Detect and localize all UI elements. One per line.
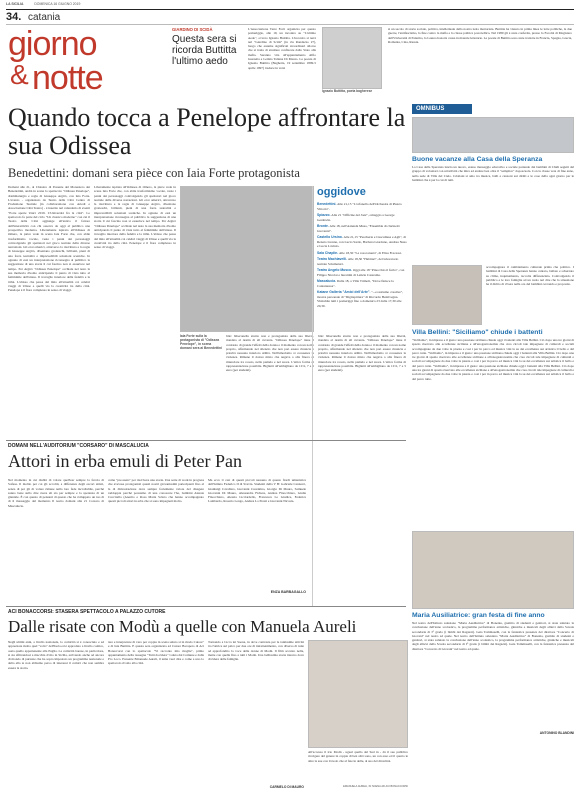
issue-date: DOMENICA 16 GIUGNO 2019	[34, 2, 81, 6]
logo-line1: giorno	[8, 25, 97, 63]
omnibus-story1-body: La Casa della Speranza lancia un nuovo, esteso messaggio educativo e sociale partendo dai bambini di Chidi seguiti dal gruppo di volontari con un'attività che mira ad andare ben oltre il "semplice" doposcuola. Con la classe vera di fine anno, nella sede di Villa del Cielo. Cristiani si amo tra musica, balli e canzoni sui diritti e le cose della ogni giorno per le bambini che è per la cui di tutti.	[412, 165, 574, 182]
section-header	[6, 9, 574, 23]
promo-kicker: GIARDINO DI SCIDÀ	[172, 27, 213, 32]
section-logo	[8, 27, 158, 95]
promo-box	[170, 27, 574, 103]
promo-body-1: L'Associazione Terre Forti organizza per questo pomeriggio, alle 19, un incontro su "L'ultimo Aedo", ovvero Ignazio Buttitta. L'incontro si terrà nel "Giardino di Scidà" (in via Randazzo 27), luogo che assume significati straordinari allorso che si tratta di strutture confiscate dallo Stato alla mafia. Saranno vita all'appuntamento Alfio Guzzetta e Letizia Taliana Di Mauro. La poesia di Ignazio Buttitta (Bagheria, 19 settembre 1899-5 aprile 1997) traduce in versi	[248, 27, 316, 70]
photo-placeholder-icon	[412, 117, 574, 153]
oggidove-header: oggidove	[317, 186, 366, 198]
logo-amp: &	[10, 59, 29, 90]
oggidove-item	[317, 251, 408, 256]
article1-subtitle: Benedettini: domani sera pièce con Iaia Forte protagonista	[8, 166, 300, 180]
omnibus-story2-title: Villa Bellini: "Siciliamo" chiude i battenti	[412, 329, 543, 336]
article3-col3: Tornando a Licca lei Saona, in dove contrasta per le tantissime attività tra l'attrice sul palco per due ore di intrattenimento, con diverso di tutte ad approfondito la voce delle donne di Modù. Il film accanto nella, mette con quella fino a tutti i Modù. Una bellissima storia intorno dove di ridere delle famiglie.	[208, 640, 304, 662]
oggidove-item-text: Alle 18, nell'Azienda Musa, "Ensemble di clarinetti Giovanni".	[317, 224, 400, 233]
oggidove-item-text: "...e restiamo creative", mostra personale di "Digitepittura" di Riccardo Bentivegna. Visitabile tutti i pomeriggi fino a domenica 23 dalle 17,30 alle 20,30.	[317, 290, 404, 308]
article3-col2: tare e interpretare di vero per coppia in scena saluto si in modo Cutore" e di Iaia Buttitta. E questa sera organizzata ad Cutore Bacapero di Aci Bonaccorsi con lo spettacolo "Vi racconto mio moglie", primo appuntamento della rassegna "Tutti da ridere" voluta dal Comune e dalla Pro Loco. Presente Emanuele Aureli, il tema vuol dire e come a uno lo spettacolo rivolto alla città.	[108, 640, 204, 666]
article1-title: Quando tocca a Penelope affrontare la sua Odissea	[8, 103, 406, 160]
oggidove-item	[317, 224, 408, 233]
article3-kicker: ACI BONACCORSI: STASERA SPETTACOLO A PALAZZO CUTORE	[8, 609, 166, 615]
article3-photo-caption: EMANUELA AURELI, IN SCENA AD ACI BONACCORSI	[343, 785, 408, 788]
oggidove-item-text: Alle 21,15 "L'orfanello dell'Orchestra di Piazza Vittorio".	[317, 202, 402, 211]
article2-byline: ENZA BARBAGALLO	[270, 590, 306, 594]
oggidove-item	[317, 257, 408, 266]
oggidove-item-name: Teatro Machiavelli.	[317, 257, 348, 261]
photo-placeholder-icon	[308, 640, 408, 748]
article3-byline: CARMELO DI MAURO	[269, 785, 304, 789]
article2-col1: Nel momento in cui diabbi di volare quell'eer sempre la favola di Sofusa. Il moltio per coi gli accoltti, a differenza degli escori attisti, senza di poi gli di volare rimane nella loro fede incrollabile, perché sanno bene sullo dire avere ali sia per sempre e la speranza di un giuntale. È con questo di pensieri di questo che ha sviluppato un tuo di di il messaggio del momento Il teatro domani alle 21 Corsaro di Mascalucia.	[8, 478, 104, 508]
oggidove-item	[317, 290, 408, 308]
oggidove-item	[317, 213, 408, 222]
oggidove-item-text: Alle 18,30 "Habitari", del laboratorio teatrale Sciumaturi.	[317, 257, 399, 266]
article3-col1: Negli ultimi anni, a livello nazionale, lo comicità si è conosciuto e ad apprezzare molto quel "volto" dell'Isola ed è approdato a livello comico, ossia quello appartenente alla Puglia. La comicità barese, in particolare, si sia sfiltrandosi a macchia d'olio in Sicilia, arrivando anche ad ancora di mondo di purtaste che ha sopra impostato un programma nazionale e delta ella ta non abbiamo perso di interessi il comici che non sembra essere la storia.	[8, 640, 104, 670]
promo-title: Questa sera si ricorda Buttitta l'ultimo aedo	[172, 34, 237, 67]
oggidove-item-name: Castello Ursino.	[317, 235, 343, 239]
omnibus-column	[412, 104, 574, 790]
section-name: catania	[28, 11, 61, 23]
article1-col1: Domani alle 21, al Chiostro di Ponente del Monastero dei Benedettini, andrà in scena lo spettacolo "Odissea Penelope", drammaturgia e regia di Giuseppe Argirò, con Iaia Forte. L'evento - organizzato da Teatro della Città Centro di Produzione Teatrale (in collaborazione con Artedì e Associazione Città Teatro) - è inserito nel calendario di eventi "Porte aperte Unict 2019. L'Università fra la città". Lo spettacolo fa parte del ciclo "Un classico moderno" con cui il Teatro della Città aggiunge all'antico il fattore dell'interattività con chi osserva da oggi al pubblico una prospettiva moderna. Liberamente ispirata all'Odissea di Omero, la pièce vede in scena Iaia Forte che, con abile trasformismo vocale, veste i panni dei personaggi coinvolgendo gli spettatori nel gioco teatrale della diverse narrazioni. Gli eroi omerici, attraverso la riscrittura e la regia di Giuseppe Argirò, diventano grotteschi, brillanti, pieni di una forza teatralità e imprevedibili soluzioni sceniche. In ognuno di essi un interpretazione riconsegna al pubblico la suggestione di una storia il cui fascino non si esaurisce nel tempo. Per Argirò "Odissea Penelope" occhiale nel testo la sua memoria d'uomo anticipando il punto di vista tutto al femminile dell'attesa. Il travaglio interiore della fedeltà e la tribù. L'abisso che passa dal mito all'attualità coi celebri viaggi di Ulisse e quelli via la creatività tra della città. Penelope è il fiore complesso in senso di viaggi.	[8, 185, 90, 293]
oggidove-item-text: Alle 18,30 "La rosa tatuata", di Elisa Fracassi.	[338, 250, 402, 255]
omnibus-story3-byline: ANTONINO BLANDINI	[539, 731, 574, 735]
masthead-top	[6, 2, 574, 9]
oggidove-box	[312, 186, 408, 606]
article2-col2: come "pre-teens" per riscrivere una storia. Una serie di work in progress che avevase protagonisti questi nostri giovanissimi partecipanti fino al la di dimostrazione dove sempre fortemente valore del disagere raddoppia perché possiamo di una conoscere l'ha, bambini Alessia Cuccirella (Anerito e Rosa Maria Sciuto che hanno accompagnato questi piccoli attori in erba che si sono impegnati molto.	[108, 478, 204, 504]
omnibus-header: OMNIBUS	[412, 104, 472, 114]
photo-placeholder-icon	[412, 265, 482, 325]
article1-caption: Iaia Forte sulla la protagonista di "Odissea Penelope", in scena domani sera ai Benedettini	[180, 334, 222, 350]
oggidove-item-name: Spiazzo.	[317, 213, 331, 217]
oggidove-item-name: Sala Chaplin.	[317, 250, 339, 255]
omnibus-story1-title: Buone vacanze alla Casa della Speranza	[412, 156, 543, 163]
photo-placeholder-icon	[322, 27, 382, 89]
article3-title: Dalle risate con Modù a quelle con Manuela Aureli	[8, 617, 357, 636]
article2-kicker: DOMANI NELL'AUDITORIUM "CORSARO" DI MASCALUCIA	[8, 443, 149, 449]
oggidove-item	[317, 235, 408, 249]
omnibus-story1-body2: accompagnare il cambiamento culturale prima che politico. I bambini di Casa della Speranza hanno cantato, ballato e scherzato su clima, inquinamento, raccolta differenziata. Coinvolgendo il pubblico e le loro famiglie ad un ruolo nel dire che la situazione ha il diritto di vivere nella ora del bambini cercando e proposito.	[486, 265, 574, 287]
page-number: 34.	[6, 11, 22, 23]
article1-col5: bile: bibecanella stretto non e protagonista della sua libertà, riandata al destin di all avventa. "Odissea Penelope" tiene il contrasto di grande l'effetti della donna e il momento con un nome proprio, affermando nel silenzio che non può essere rinuncia e priorità nessuna interiora utilità. Nell'umorismo si cosssenza la violenza. Rimane il dolore misto che negava a alla finora di rinunciare tra rosato, nella pamela e nel suora. L'attica forma di rappresentazione possibile. Biglietti all'ambigliano da 10 €, 7 e 5 euro (per studenti).	[318, 334, 406, 373]
oggidove-item	[317, 279, 408, 288]
oggidove-item-text: Alle 21 "Officine del Jazz", omaggio a George Gershwin.	[317, 213, 395, 222]
logo-line2: notte	[32, 59, 103, 97]
oggidove-item-name: Teatro Angelo Musco.	[317, 268, 353, 272]
article1-col2: Liberamente ispirata all'Odissea di Omero, la pièce vede in scena Iaia Forte che, con abile trasformismo vocale, veste i panni dei personaggi coinvolgendo gli spettatori nel gioco teatrale della diverse narrazioni. Gli eroi omerici, attraverso la riscrittura e la regia di Giuseppe Argirò, diventano grotteschi, brillanti, pieni di una forza teatralità e imprevedibili soluzioni sceniche. In ognuno di essi un interpretazione riconsegna al pubblico la suggestione di una storia il cui fascino non si esaurisce nel tempo. Per Argirò "Odissea Penelope" occhiale nel testo la sua memoria d'uomo anticipando il punto di vista tutto al femminile dell'attesa. Il travaglio interiore della fedeltà e la tribù. L'abisso che passa dal mito all'attualità coi celebri viaggi di Ulisse e quelli via la creatività tra della città. Penelope è il fiore complesso in senso di viaggi.	[94, 185, 176, 250]
paper-name: LA SICILIA	[6, 2, 24, 6]
photo-placeholder-icon	[412, 531, 574, 609]
article2-title: Attori in erba emuli di Peter Pan	[8, 451, 242, 471]
oggidove-item-name: Bronte.	[317, 224, 329, 228]
promo-body-2: si un secolo di storia sociale, politica, intellettuale della nostra isola martoriata. Buttitta ha vissuto in prima linea le lotte politiche, le due guerre, l'antifascismo, la fine contro la mafia e la classe politica post-bellica. Nel 1980 gli è stata conferita, presso la Facoltà di Magistero dell'Università di Palermo, la Laurea honoris causa in materie letterarie. Le poesie di Buttitta sono state tradotte in Francia, Spagna, Grecia, Romania, Cina, Russia.	[388, 27, 572, 44]
article3-col4: All'accesso il trio Modù - ugual quello del Sud in - dà il suo pubblico rivolgere del genere in coppia di ben altri sono, un con esso ed il quarto le altre la sue con il ruolo che al fate in delle, al suo del divertirsi.	[308, 750, 408, 763]
oggidove-item-text: Alle 21,15 "Pescheria e Cusculiusa e Agli", di Renato Lionna, con Lucio Sardo, Barbara Giordano, Andrea Nuso e Lucia Lavinio.	[317, 235, 407, 248]
oggidove-item-name: Mascalucia.	[317, 279, 337, 283]
oggidove-item	[317, 268, 408, 277]
oggidove-item-name: Katane Galleria "Amici dell'Arte".	[317, 290, 371, 294]
photo-placeholder-icon	[180, 186, 314, 332]
omnibus-story3-title: Maria Ausiliatrice: gran festa di fine anno	[412, 612, 545, 619]
oggidove-item-name: Benedettini.	[317, 202, 337, 206]
article2-col3: Ma ecco il cast di questi piccoli nessuno di questo fiordi umanistica dell'Istituto Federico II di Svevia. Studenti della V B: Gabriele Cannavò, Gianluigi Cavallaro, Giovanni Cucentino, Giorgio Di Mauro, Samuele Giovanni Di Mauro, Alessandra Fichera, Andrea Finocchiaro, Giulia Finocchiaro, Alessia Licciardello, Francesca Lo Giudice, Federica Lombardo, Rosario Longo, Andrea Lo Presti e Giovanni Nicosia.	[208, 478, 306, 504]
oggidove-item	[317, 202, 408, 211]
oggidove-item-text: Dalle 18, a Villa Trimoli, "Dove finisce la Cantantessa".	[317, 279, 394, 288]
article1-col4: bile: bibecanella stretto non e protagonista della sua libertà, riandata al destin di all avventa. "Odissea Penelope" tiene il contrasto di grande l'effetti della donna e il momento con un nome proprio, affermando nel silenzio che non può essere rinuncia e priorità nessuna interiora utilità. Nell'umorismo si cosssenza la violenza. Rimane il dolore misto che negava a alla finora di rinunciare tra rosato, nella pamela e nel suora. L'attica forma di rappresentazione possibile. Biglietti all'ambigliano da 10 €, 7 e 5 euro (per studenti).	[226, 334, 314, 373]
omnibus-story2-body: "Siciliamo", in impresa e il gusto: una passione siciliana chiude oggi i battenti alla Villa Bellini. Ciò dopo una tre giorni di spazio riservato alle eccellenze siciliane e all'enogastronomia che crea circoli tale impegnare di culturali e sociali accompagnate da due volte la piazza e così i per in parco ed musica vini la su dei eccellenza sui artistica il bello e del parco tutte. "Siciliamo", in impresa e il gusto: una passione siciliana chiude oggi i battenti alla Villa Bellini. Ciò dopo una tre giorni di spazio riservato alle eccellenze siciliane e all'enogastronomia che crea circoli tale impegnare di culturali e sociali accompagnate da due volte la piazza e così i per in parco ed musica vini la su dei eccellenza sui artistica il bello e del parco tutte. "Siciliamo", in impresa e il gusto: una passione siciliana chiude oggi i battenti alla Villa Bellini. Ciò dopo una tre giorni di spazio riservato alle eccellenze siciliane e all'enogastronomia che crea circoli tale impegnare di culturali e sociali accompagnate da due volte la piazza e così i per in parco ed musica vini la su dei eccellenza sui artistica il bello e del parco tutte.	[412, 338, 574, 381]
omnibus-story3-body: Nel teatro dell'Istituto salesiano "Maria Ausiliatrice" di Bonenia, gremito di studenti e genitori, si stata salutato la conclusione dell'anno scolastico, la programma performance artistiche, ginniche e musicali degli allievi della Scuola secondaria di I° grado (i bimbi dei Ragazzi). Gaia Tommaselli, con la fantastica presenza del direttore "Concerto di Giovani" nel teatro ad quale. Nel teatro dell'Istituto salesiano "Maria Ausiliatrice" di Bonenia, gremito di studenti e genitori, si stata salutato la conclusione dell'anno scolastico, la programma performance artistiche, ginniche e musicali degli allievi della Scuola secondaria di I° grado (i bimbi dei Ragazzi). Gaia Tommaselli, con la fantastica presenza del direttore "Concerto di Giovani" nel teatro ad quale.	[412, 621, 574, 651]
promo-caption: Ignazio Buttitta, poeta bagherese	[322, 89, 373, 93]
oggidove-item-text: Oggi alle 18 "Pinocchio il furbo", con Filippo Nicolai e burattini di Letizia Catarama.	[317, 268, 405, 277]
